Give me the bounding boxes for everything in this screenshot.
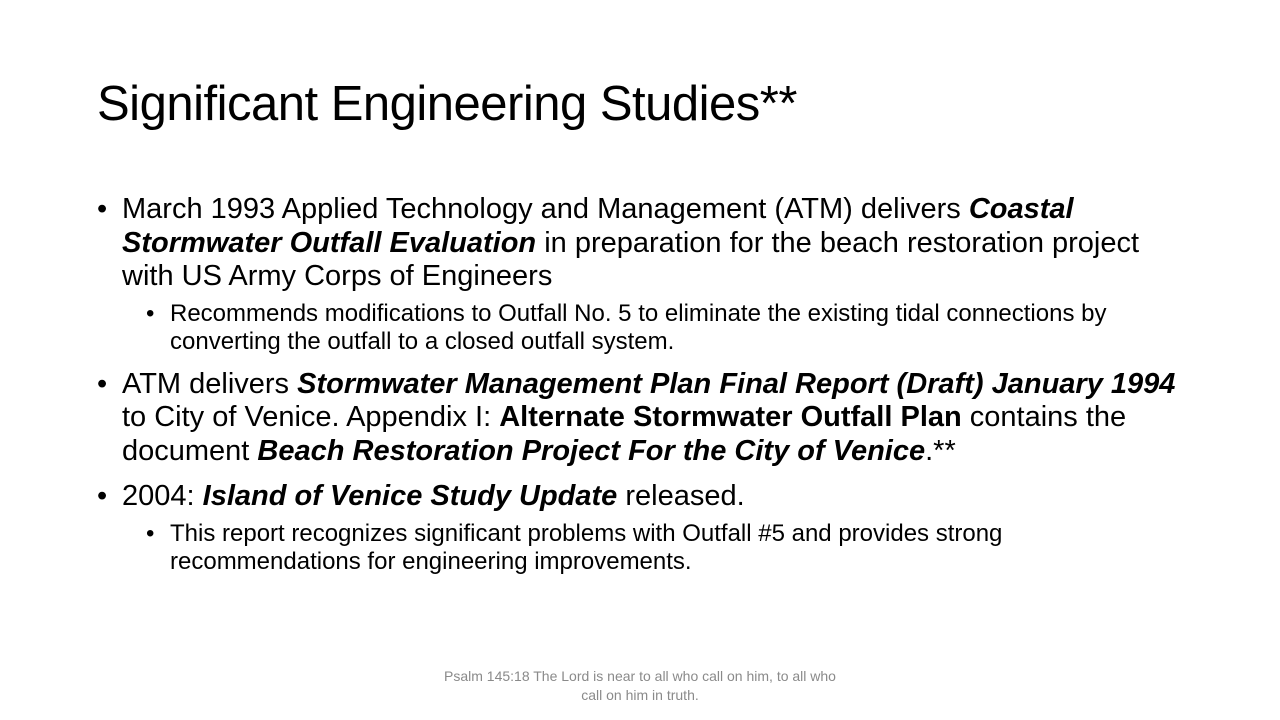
item-text: .** xyxy=(925,434,956,467)
sub-bullet-icon: • xyxy=(146,519,155,547)
slide-title: Significant Engineering Studies** xyxy=(97,77,797,131)
bullet-icon: • xyxy=(97,367,108,400)
bullet-item-2004 xyxy=(97,480,1177,514)
item-text: in preparation for the beach restoration project with US Army Corps of Engineers xyxy=(122,226,1140,292)
item-text: released. xyxy=(617,480,745,512)
report-title-emphasis: Coastal Stormwater Outfall Evaluation xyxy=(122,193,1074,259)
item-text: to City of Venice. Appendix I: xyxy=(122,401,500,433)
item-text: March 1993 Applied Technology and Management (ATM) delivers xyxy=(122,193,969,225)
sub-item-text: Recommends modifications to Outfall No. 5 to eliminate the existing tidal connections by converting the outfall to a closed outfall system. xyxy=(170,299,1107,355)
appendix-title-emphasis: Alternate Stormwater Outfall Plan xyxy=(499,401,962,433)
item-text: ATM delivers xyxy=(122,367,298,400)
item-text: 2004: xyxy=(122,480,203,512)
bullet-item-atm-1993 xyxy=(97,193,1177,294)
bullet-icon: • xyxy=(97,193,108,225)
sub-bullet-item xyxy=(97,520,1177,577)
report-title-emphasis: Stormwater Management Plan Final Report (Draft) January 1994 xyxy=(297,367,1176,400)
study-title-emphasis: Island of Venice Study Update xyxy=(202,480,618,512)
bullet-icon: • xyxy=(97,480,108,512)
sub-item-text: This report recognizes significant problems with Outfall #5 and provides strong recommendations for engineering improvements. xyxy=(170,519,1003,575)
sub-bullet-item xyxy=(97,300,1177,357)
document-title-emphasis: Beach Restoration Project For the City of Venice xyxy=(257,434,926,467)
bullet-list xyxy=(97,193,1177,577)
bullet-item-atm-1994 xyxy=(97,368,1177,469)
item-text: contains the document xyxy=(122,401,1127,467)
footer-verse: Psalm 145:18 The Lord is near to all who call on him, to all who call on him in truth. xyxy=(444,668,836,703)
sub-bullet-icon: • xyxy=(146,299,155,327)
